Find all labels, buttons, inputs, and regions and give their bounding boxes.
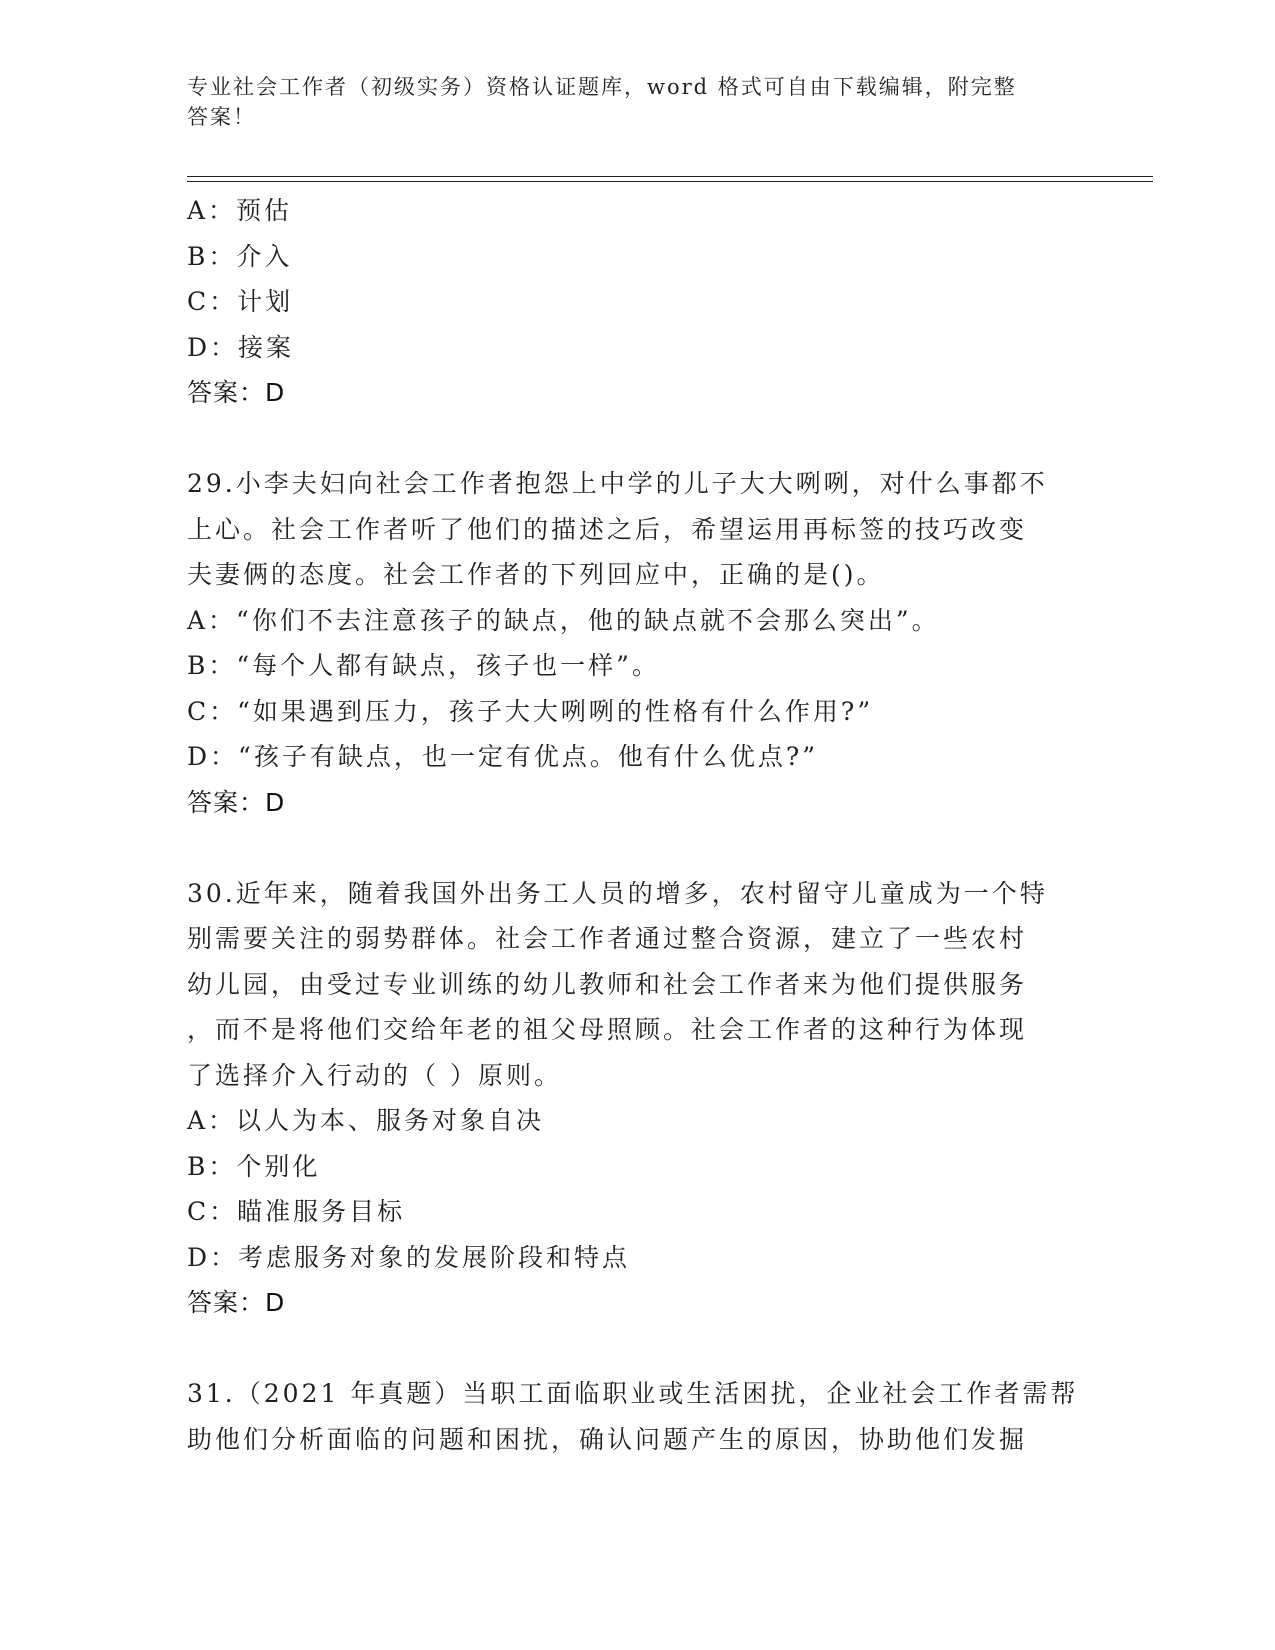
option-a: A：预估	[187, 196, 293, 225]
option-c: C：瞄准服务目标	[187, 1197, 406, 1226]
option-a: A：“你们不去注意孩子的缺点，他的缺点就不会那么突出”。	[187, 605, 940, 635]
question-28	[187, 188, 1087, 416]
spacer	[187, 1326, 1087, 1372]
option-c: C：“如果遇到压力，孩子大大咧咧的性格有什么作用?”	[187, 696, 874, 726]
option-d: D：考虑服务对象的发展阶段和特点	[187, 1242, 631, 1272]
option-c: C：计划	[187, 287, 294, 316]
question-stem-line: 夫妻俩的态度。社会工作者的下列回应中，正确的是()。	[187, 560, 885, 589]
question-stem-line: 31.（2021 年真题）当职工面临职业或生活困扰，企业社会工作者需帮	[187, 1379, 1079, 1408]
option-b: B：个别化	[187, 1151, 321, 1181]
question-29	[187, 461, 1087, 825]
option-d: D：“孩子有缺点，也一定有优点。他有什么优点?”	[187, 742, 819, 771]
header-divider-bottom	[187, 181, 1153, 182]
answer-line: 答案：D	[187, 378, 286, 407]
question-stem-line: 上心。社会工作者听了他们的描述之后，希望运用再标签的技巧改变	[187, 514, 1028, 544]
answer-line: 答案：D	[187, 1288, 286, 1317]
question-stem-line: 29.小李夫妇向社会工作者抱怨上中学的儿子大大咧咧，对什么事都不	[187, 469, 1048, 498]
question-content	[187, 188, 1087, 1462]
question-stem-line: 幼儿园，由受过专业训练的幼儿教师和社会工作者来为他们提供服务	[187, 969, 1028, 999]
question-stem-line: ，而不是将他们交给年老的祖父母照顾。社会工作者的这种行为体现	[187, 1015, 1028, 1044]
question-stem-line: 了选择介入行动的（ ）原则。	[187, 1060, 562, 1090]
answer-line: 答案：D	[187, 787, 286, 817]
header-divider-top	[187, 176, 1153, 177]
option-b: B：介入	[187, 241, 293, 271]
question-stem-line: 30.近年来，随着我国外出务工人员的增多，农村留守儿童成为一个特	[187, 878, 1048, 908]
spacer	[187, 416, 1087, 462]
question-31	[187, 1371, 1087, 1462]
header-line-2: 答案！	[187, 105, 256, 129]
header-line-1: 专业社会工作者（初级实务）资格认证题库，word 格式可自由下载编辑，附完整	[187, 75, 1017, 99]
question-stem-line: 别需要关注的弱势群体。社会工作者通过整合资源，建立了一些农村	[187, 924, 1028, 953]
question-stem-line: 助他们分析面临的问题和困扰，确认问题产生的原因，协助他们发掘	[187, 1424, 1028, 1454]
option-d: D：接案	[187, 332, 295, 362]
question-30	[187, 871, 1087, 1326]
spacer	[187, 825, 1087, 871]
option-a: A：以人为本、服务对象自决	[187, 1106, 545, 1135]
option-b: B：“每个人都有缺点，孩子也一样”。	[187, 651, 660, 680]
document-header	[187, 72, 1077, 132]
